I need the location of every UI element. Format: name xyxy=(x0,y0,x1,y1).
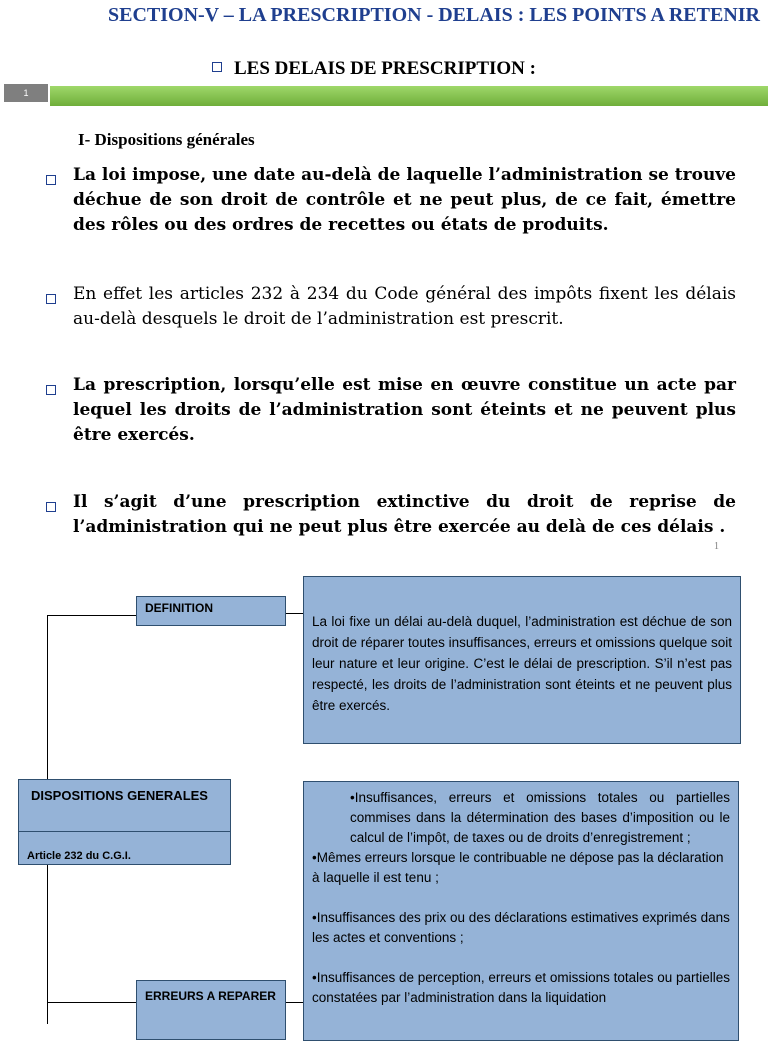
slide-number-badge: 1 xyxy=(4,84,48,102)
connector-line xyxy=(47,615,48,780)
definition-text-box: La loi fixe un délai au-delà duquel, l’administration est déchue de son droit de réparer toutes insuffisances, erreurs et omissions quelque soit leur nature et leur origine. C’est le délai de prescription. S’il n’est pas respecté, les droits de l’administration sont éteints et ne peuvent plus être exercés. xyxy=(303,576,741,744)
article-label: Article 232 du C.G.I. xyxy=(27,850,131,862)
dispositions-label: DISPOSITIONS GENERALES xyxy=(31,788,208,803)
bullet-text: Il s’agit d’une prescription extinctive du droit de reprise de l’administration qui ne peut plus être exercée au delà de ces délais . xyxy=(73,492,736,537)
erreurs-text-box xyxy=(303,781,739,1041)
connector-line xyxy=(47,615,136,616)
erreur-item: •Mêmes erreurs lorsque le contribuable ne dépose pas la déclaration à laquelle il est tenu ; xyxy=(312,850,724,885)
connector-line xyxy=(47,864,48,1024)
box-divider xyxy=(19,831,230,832)
erreur-item: •Insuffisances de perception, erreurs et omissions totales ou partielles constatées par l’administration dans la liquidation xyxy=(312,970,730,1005)
dispositions-generales-box xyxy=(18,779,231,865)
connector-line xyxy=(47,1002,136,1003)
square-bullet-icon xyxy=(46,385,56,395)
bullet-item xyxy=(46,282,736,332)
square-bullet-icon xyxy=(46,294,56,304)
square-bullet-icon xyxy=(46,502,56,512)
bullet-item xyxy=(46,490,736,540)
connector-line xyxy=(285,613,303,614)
bullet-text: La prescription, lorsqu’elle est mise en œuvre constitue un acte par lequel les droits de l’administration sont éteints et ne peuvent plus être exercés. xyxy=(73,375,736,445)
section-subtitle xyxy=(212,58,536,80)
erreur-item: •Insuffisances, erreurs et omissions totales ou partielles commises dans la détermination des bases d’imposition ou le calcul de l’impôt, de taxes ou de droits d’enregistrement ; xyxy=(350,790,730,845)
erreur-item: •Insuffisances des prix ou des déclarations estimatives exprimés dans les actes et conventions ; xyxy=(312,910,730,945)
erreurs-box: ERREURS A REPARER xyxy=(136,980,286,1040)
bullet-item xyxy=(46,163,736,238)
bullet-text: La loi impose, une date au-delà de laquelle l’administration se trouve déchue de son droit de contrôle et ne peut plus, de ce fait, émettre des rôles ou des ordres de recettes ou états de produits. xyxy=(73,165,736,235)
header-divider-bar xyxy=(50,86,768,106)
definition-box: DEFINITION xyxy=(136,596,286,626)
connector-line xyxy=(285,1002,303,1003)
subtitle-text: LES DELAIS DE PRESCRIPTION : xyxy=(234,58,536,79)
page-title: SECTION-V – LA PRESCRIPTION - DELAIS : LES POINTS A RETENIR xyxy=(107,4,760,26)
page-number: 1 xyxy=(714,541,719,552)
square-bullet-icon xyxy=(212,62,222,72)
bullet-item xyxy=(46,373,736,448)
section-heading: I- Dispositions générales xyxy=(78,130,255,149)
square-bullet-icon xyxy=(46,175,56,185)
bullet-text: En effet les articles 232 à 234 du Code général des impôts fixent les délais au-delà desquels le droit de l’administration est prescrit. xyxy=(73,284,736,329)
